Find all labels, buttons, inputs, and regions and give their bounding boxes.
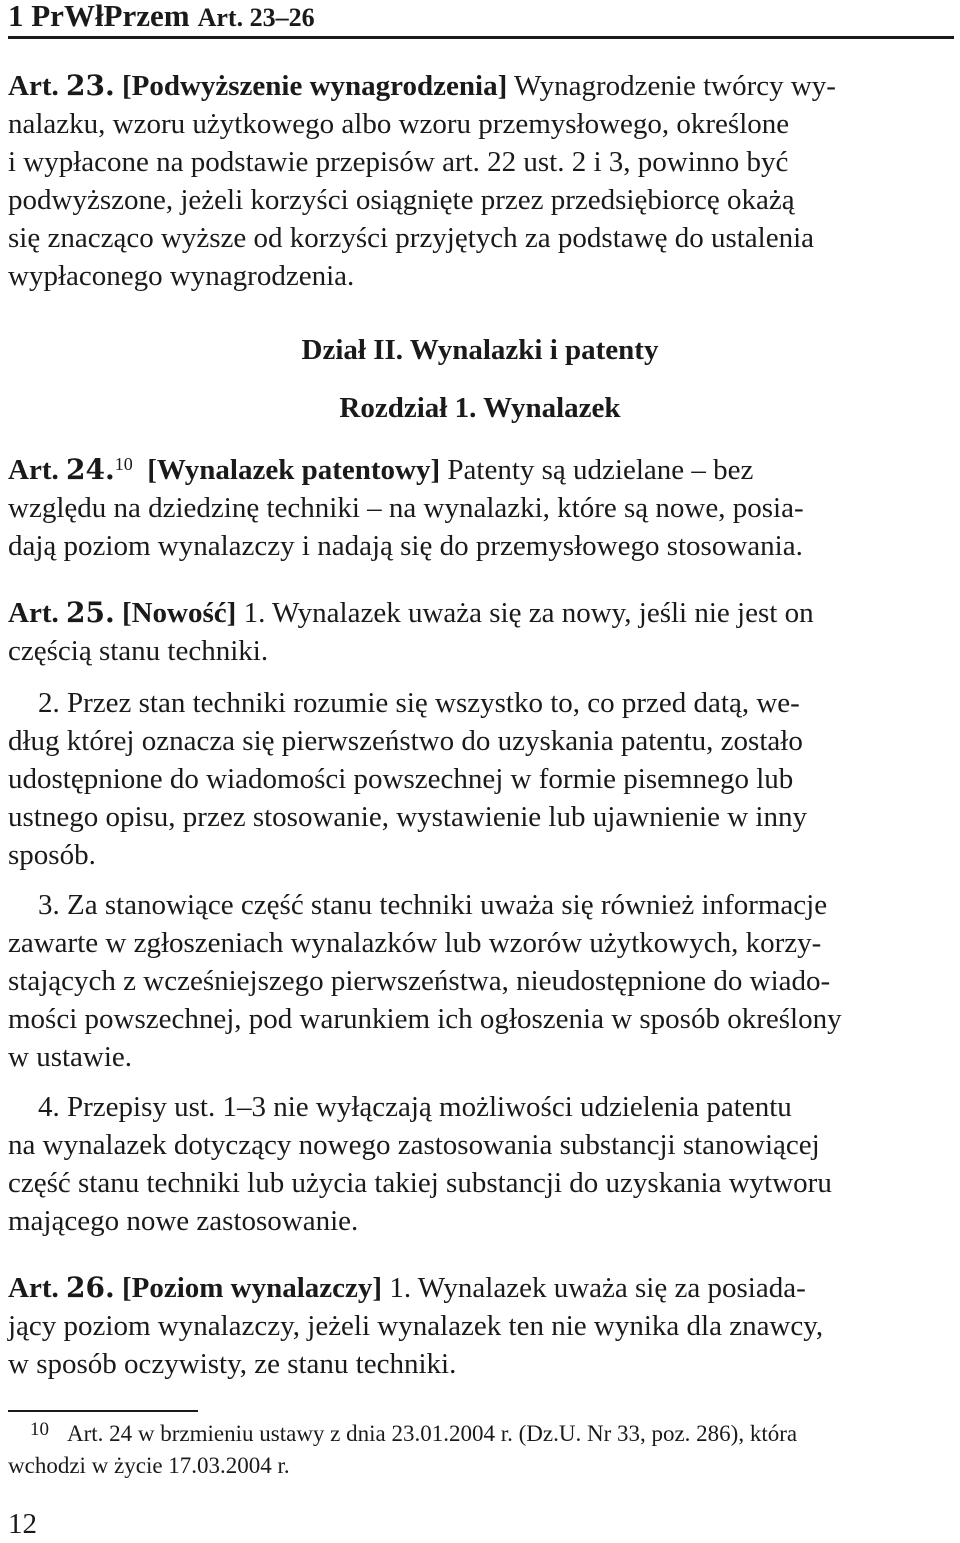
page-number: 12 [8,1508,37,1540]
article-25-heading: [Nowość] [121,597,237,629]
article-26-line-1 [8,1269,952,1307]
chapter-title: Rozdział 1. Wynalazek [339,392,621,424]
article-25-line: 3. Za stanowiące część stanu techniki uważa się również informacje [38,889,828,921]
article-23-line: się znacząco wyższe od korzyści przyjętych za podstawę do ustalenia [8,222,815,254]
article-25-line: mającego nowe zastosowanie. [8,1205,359,1237]
article-25-line: częścią stanu techniki. [8,635,269,667]
article-25-text: 1. Wynalazek uważa się za nowy, jeśli nie jest on [243,597,814,629]
article-26-number: 26. [65,1271,115,1304]
article-23-line: podwyższone, jeżeli korzyści osiągnięte przez przedsiębiorcę okażą [8,184,795,216]
article-24-line: względu na dziedzinę techniki – na wynalazki, które są nowe, posia- [8,492,804,524]
article-25-line: część stanu techniki lub użycia takiej substancji do uzyskania wytworu [8,1167,832,1199]
article-26-line: w sposób oczywisty, ze stanu techniki. [8,1348,457,1380]
article-25-line: stających z wcześniejszego pierwszeństwa, nieudostępnione do wiado- [8,965,831,997]
running-head-title: 1 PrWłPrzem [8,0,190,33]
article-25-para-2 [8,684,952,874]
footnote-line-1 [8,1418,952,1450]
article-26 [8,1269,952,1383]
article-25-para-4 [8,1088,952,1240]
article-23-line: nalazku, wzoru użytkowego albo wzoru przemysłowego, określone [8,108,790,140]
article-25-para-3 [8,886,952,1076]
footnote-reference: 10 [114,454,133,474]
article-23-label: Art. [8,70,59,102]
article-25-line: udostępnione do wiadomości powszechnej w formie pisemnego lub [8,763,794,795]
footnote-text: Art. 24 w brzmieniu ustawy z dnia 23.01.2004 r. (Dz.U. Nr 33, poz. 286), która [67,1421,798,1446]
article-24-number: 24. [65,453,115,486]
article-25-line: ustnego opisu, przez stosowanie, wystawienie lub ujawnienie w inny [8,801,807,833]
article-25-label: Art. [8,597,59,629]
division-title: Dział II. Wynalazki i patenty [301,334,659,366]
footnote-mark: 10 [30,1419,49,1440]
article-25-line-1 [8,594,952,632]
article-23-heading: [Podwyższenie wynagrodzenia] [121,70,508,102]
article-26-heading: [Poziom wynalazczy] [121,1272,383,1304]
article-26-label: Art. [8,1272,59,1304]
article-25-line: 4. Przepisy ust. 1–3 nie wyłączają możliwości udzielenia patentu [38,1091,792,1123]
article-26-text: 1. Wynalazek uważa się za posiada- [389,1272,806,1304]
article-23-line-1 [8,67,952,105]
article-25-line: 2. Przez stan techniki rozumie się wszystko to, co przed datą, we- [38,687,800,719]
article-24 [8,451,952,565]
article-25-line: w ustawie. [8,1041,133,1073]
running-head [8,0,954,39]
article-24-heading: [Wynalazek patentowy] [147,454,441,486]
footnote [8,1418,952,1482]
article-26-line: jący poziom wynalazczy, jeżeli wynalazek ten nie wynika dla znawcy, [8,1310,824,1342]
article-23-number: 23. [65,69,115,102]
article-25-line: mości powszechnej, pod warunkiem ich ogłoszenia w sposób określony [8,1003,842,1035]
article-25-line: na wynalazek dotyczący nowego zastosowania substancji stanowiącej [8,1129,820,1161]
article-25-line: dług której oznacza się pierwszeństwo do uzyskania patentu, zostało [8,725,803,757]
article-23-line: i wypłacone na podstawie przepisów art. 22 ust. 2 i 3, powinno być [8,146,789,178]
footnote-divider [8,1410,198,1412]
footnote-line-2: wchodzi w życie 17.03.2004 r. [8,1453,290,1478]
article-23-line: wypłaconego wynagrodzenia. [8,260,355,292]
article-23 [8,67,952,295]
article-24-line: dają poziom wynalazczy i nadają się do przemysłowego stosowania. [8,530,803,562]
article-23-text: Wynagrodzenie twórcy wy- [513,70,836,102]
running-head-article-range: Art. 23–26 [197,3,315,32]
article-25-line: sposób. [8,839,96,871]
article-24-label: Art. [8,454,59,486]
article-24-text: Patenty są udzielane – bez [447,454,754,486]
article-25-para-1 [8,594,952,670]
article-25-line: zawarte w zgłoszeniach wynalazków lub wzorów użytkowych, korzy- [8,927,822,959]
article-24-line-1 [8,451,952,489]
article-25-number: 25. [65,596,115,629]
